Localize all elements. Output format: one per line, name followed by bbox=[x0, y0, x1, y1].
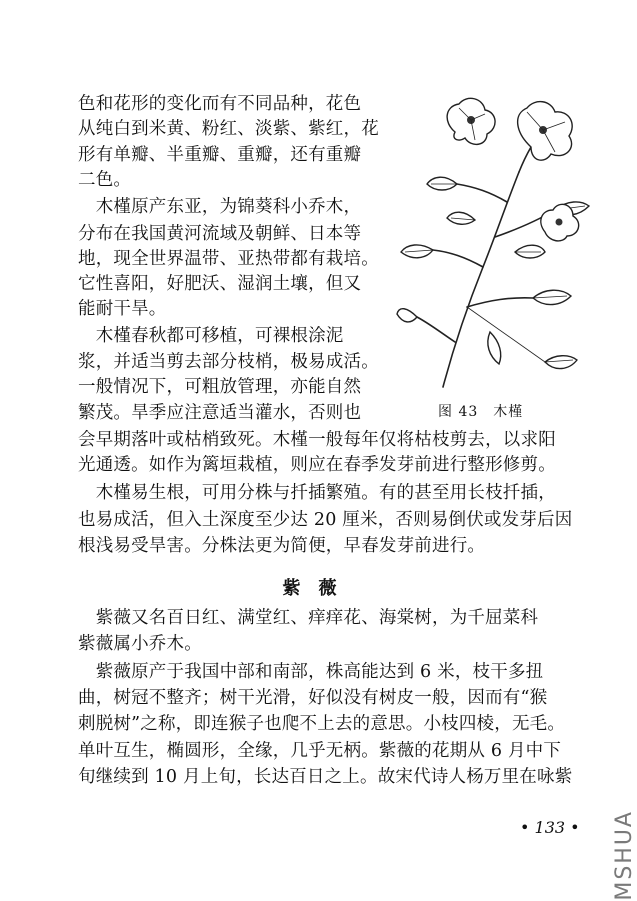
section-heading: 紫薇 bbox=[282, 578, 355, 599]
body-text-line: 繁茂。旱季应注意适当灌水，否则也 bbox=[78, 403, 362, 423]
figure-caption: 图 43 木槿 bbox=[438, 404, 524, 420]
body-text-line: 根浅易受旱害。分株法更为简便，早春发芽前进行。 bbox=[78, 536, 486, 556]
body-text-line: 二色。 bbox=[78, 170, 132, 190]
body-text-line: 能耐干旱。 bbox=[78, 299, 167, 319]
body-text-line: 紫薇原产于我国中部和南部，株高能达到 6 米，枝干多扭 bbox=[78, 662, 544, 682]
body-text-line: 会早期落叶或枯梢致死。木槿一般每年仅将枯枝剪去，以求阳 bbox=[78, 430, 556, 450]
page-number: • 133 • bbox=[520, 818, 580, 837]
body-text-line: 木槿春秋都可移植，可裸根涂泥 bbox=[78, 326, 344, 346]
body-text-line: 光通透。如作为篱垣栽植，则应在春季发芽前进行整形修剪。 bbox=[78, 455, 556, 475]
body-text-line: 单叶互生，椭圆形，全缘，几乎无柄。紫薇的花期从 6 月中下 bbox=[78, 741, 562, 761]
body-text-line: 也易成活，但入土深度至少达 20 厘米，否则易倒伏或发芽后因 bbox=[78, 510, 573, 530]
body-text-line: 形有单瓣、半重瓣、重瓣，还有重瓣 bbox=[78, 145, 362, 165]
body-text-line: 它性喜阳，好肥沃、湿润土壤，但又 bbox=[78, 274, 362, 294]
body-text-line: 曲，树冠不整齐；树干光滑，好似没有树皮一般，因而有“猴 bbox=[78, 688, 548, 708]
body-text-line: 从纯白到米黄、粉红、淡紫、紫红，花 bbox=[78, 119, 379, 139]
body-text-line: 木槿易生根，可用分株与扦插繁殖。有的甚至用长枝扦插， bbox=[78, 483, 556, 503]
body-text-line: 紫薇属小乔木。 bbox=[78, 634, 202, 654]
body-text-line: 分布在我国黄河流域及朝鲜、日本等 bbox=[78, 224, 362, 244]
hibiscus-illustration bbox=[395, 92, 595, 392]
body-text-line: 地，现全世界温带、亚热带都有栽培。 bbox=[78, 249, 379, 269]
body-text-line: 一般情况下，可粗放管理，亦能自然 bbox=[78, 377, 362, 397]
body-text-line: 木槿原产东亚，为锦葵科小乔木， bbox=[78, 197, 362, 217]
body-text-line: 旬继续到 10 月上旬，长达百日之上。故宋代诗人杨万里在咏紫 bbox=[78, 767, 573, 787]
watermark-text: MSHUA bbox=[612, 810, 637, 901]
body-text-line: 刺脱树”之称，即连猴子也爬不上去的意思。小枝四棱，无毛。 bbox=[78, 714, 566, 734]
body-text-line: 紫薇又名百日红、满堂红、痒痒花、海棠树，为千屈菜科 bbox=[78, 608, 539, 628]
body-text-line: 色和花形的变化而有不同品种，花色 bbox=[78, 94, 362, 114]
body-text-line: 浆，并适当剪去部分枝梢，极易成活。 bbox=[78, 352, 379, 372]
